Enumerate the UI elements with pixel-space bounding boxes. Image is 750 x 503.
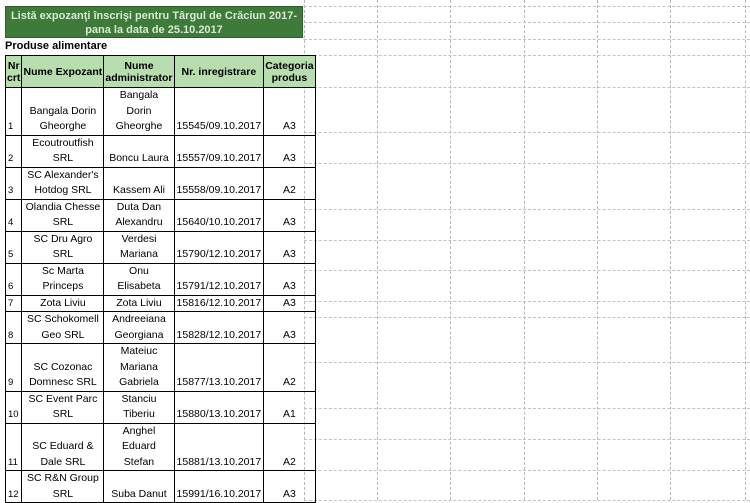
cell-expozant[interactable]: SC Dru Agro SRL bbox=[22, 231, 104, 263]
grid-row-line bbox=[304, 132, 750, 133]
title-line-2: pana la data de 25.10.2017 bbox=[85, 24, 223, 36]
cell-inregistrare[interactable]: 15816/12.10.2017 bbox=[174, 295, 264, 312]
cell-nr[interactable]: 5 bbox=[6, 231, 22, 263]
grid-row-line bbox=[304, 439, 750, 440]
grid-column-line bbox=[597, 0, 598, 500]
table-header-row bbox=[6, 56, 316, 88]
header-nr[interactable]: Nr crt bbox=[6, 56, 22, 88]
cell-nr[interactable]: 1 bbox=[6, 88, 22, 136]
table-row bbox=[6, 471, 316, 503]
grid-row-line bbox=[304, 163, 750, 164]
cell-expozant[interactable]: SC Eduard & Dale SRL bbox=[22, 423, 104, 471]
grid-row-line bbox=[304, 240, 750, 241]
cell-categoria[interactable]: A3 bbox=[264, 199, 315, 231]
cell-inregistrare[interactable]: 15881/13.10.2017 bbox=[174, 423, 264, 471]
title-line-1: Listă expozanţi înscrişi pentru Târgul de Crăciun 2017- bbox=[10, 10, 298, 22]
cell-expozant[interactable]: Olandia Chesse SRL bbox=[22, 199, 104, 231]
cell-inregistrare[interactable]: 15558/09.10.2017 bbox=[174, 167, 264, 199]
cell-administrator[interactable]: Duta Dan Alexandru bbox=[104, 199, 174, 231]
grid-row-line bbox=[304, 22, 750, 23]
cell-expozant[interactable]: Bangala Dorin Gheorghe bbox=[22, 88, 104, 136]
section-label[interactable]: Produse alimentare bbox=[5, 40, 108, 52]
cell-nr[interactable]: 2 bbox=[6, 135, 22, 167]
grid-row-line bbox=[304, 55, 750, 56]
cell-nr[interactable]: 3 bbox=[6, 167, 22, 199]
table-row bbox=[6, 231, 316, 263]
cell-inregistrare[interactable]: 15880/13.10.2017 bbox=[174, 391, 264, 423]
table-row bbox=[6, 344, 316, 392]
cell-categoria[interactable]: A3 bbox=[264, 471, 315, 503]
cell-nr[interactable]: 8 bbox=[6, 312, 22, 344]
cell-categoria[interactable]: A3 bbox=[264, 88, 315, 136]
grid-row-line bbox=[304, 39, 750, 40]
grid-row-line bbox=[304, 408, 750, 409]
grid-column-line bbox=[377, 0, 378, 500]
cell-inregistrare[interactable]: 15790/12.10.2017 bbox=[174, 231, 264, 263]
cell-administrator[interactable]: Kassem Ali bbox=[104, 167, 174, 199]
cell-administrator[interactable]: Stanciu Tiberiu bbox=[104, 391, 174, 423]
cell-inregistrare[interactable]: 15791/12.10.2017 bbox=[174, 263, 264, 295]
cell-nr[interactable]: 10 bbox=[6, 391, 22, 423]
header-inregistrare[interactable]: Nr. inregistrare bbox=[174, 56, 264, 88]
cell-categoria[interactable]: A3 bbox=[264, 295, 315, 312]
grid-row-line bbox=[304, 87, 750, 88]
cell-categoria[interactable]: A3 bbox=[264, 231, 315, 263]
grid-row-line bbox=[304, 270, 750, 271]
header-categoria[interactable]: Categoria produs bbox=[264, 56, 315, 88]
cell-administrator[interactable]: Boncu Laura bbox=[104, 135, 174, 167]
table-row bbox=[6, 88, 316, 136]
cell-categoria[interactable]: A3 bbox=[264, 263, 315, 295]
cell-categoria[interactable]: A2 bbox=[264, 423, 315, 471]
cell-expozant[interactable]: Zota Liviu bbox=[22, 295, 104, 312]
cell-categoria[interactable]: A3 bbox=[264, 135, 315, 167]
grid-column-line bbox=[524, 0, 525, 500]
cell-nr[interactable]: 4 bbox=[6, 199, 22, 231]
grid-row-line bbox=[304, 500, 750, 501]
cell-expozant[interactable]: SC Alexander's Hotdog SRL bbox=[22, 167, 104, 199]
cell-nr[interactable]: 11 bbox=[6, 423, 22, 471]
cell-administrator[interactable]: Suba Danut bbox=[104, 471, 174, 503]
table-row bbox=[6, 423, 316, 471]
cell-administrator[interactable]: Anghel Eduard Stefan bbox=[104, 423, 174, 471]
grid-row-line bbox=[304, 470, 750, 471]
grid-row-line bbox=[304, 6, 750, 7]
grid-row-line bbox=[304, 317, 750, 318]
header-expozant[interactable]: Nume Expozant bbox=[22, 56, 104, 88]
cell-expozant[interactable]: Ecoutroutfish SRL bbox=[22, 135, 104, 167]
exhibitors-table bbox=[5, 55, 316, 503]
cell-administrator[interactable]: Verdesi Mariana bbox=[104, 231, 174, 263]
cell-inregistrare[interactable]: 15640/10.10.2017 bbox=[174, 199, 264, 231]
cell-nr[interactable]: 6 bbox=[6, 263, 22, 295]
cell-administrator[interactable]: Zota Liviu bbox=[104, 295, 174, 312]
grid-column-line bbox=[745, 0, 746, 500]
cell-expozant[interactable]: SC Schokomell Geo SRL bbox=[22, 312, 104, 344]
table-row bbox=[6, 135, 316, 167]
cell-categoria[interactable]: A2 bbox=[264, 167, 315, 199]
cell-inregistrare[interactable]: 15557/09.10.2017 bbox=[174, 135, 264, 167]
cell-categoria[interactable]: A3 bbox=[264, 312, 315, 344]
table-row bbox=[6, 263, 316, 295]
sheet-title[interactable] bbox=[5, 6, 303, 38]
cell-administrator[interactable]: Bangala Dorin Gheorghe bbox=[104, 88, 174, 136]
cell-categoria[interactable]: A1 bbox=[264, 391, 315, 423]
cell-nr[interactable]: 7 bbox=[6, 295, 22, 312]
grid-column-line bbox=[450, 0, 451, 500]
table-row bbox=[6, 391, 316, 423]
cell-nr[interactable]: 12 bbox=[6, 471, 22, 503]
grid-row-line bbox=[304, 301, 750, 302]
cell-administrator[interactable]: Andreeiana Georgiana bbox=[104, 312, 174, 344]
cell-inregistrare[interactable]: 15991/16.10.2017 bbox=[174, 471, 264, 503]
cell-administrator[interactable]: Mateiuc Mariana Gabriela bbox=[104, 344, 174, 392]
table-row bbox=[6, 295, 316, 312]
cell-inregistrare[interactable]: 15828/12.10.2017 bbox=[174, 312, 264, 344]
cell-categoria[interactable]: A2 bbox=[264, 344, 315, 392]
cell-expozant[interactable]: Sc Marta Princeps bbox=[22, 263, 104, 295]
cell-expozant[interactable]: SC R&N Group SRL bbox=[22, 471, 104, 503]
cell-inregistrare[interactable]: 15545/09.10.2017 bbox=[174, 88, 264, 136]
grid-row-line bbox=[304, 362, 750, 363]
header-administrator[interactable]: Nume administrator bbox=[104, 56, 174, 88]
cell-expozant[interactable]: SC Event Parc SRL bbox=[22, 391, 104, 423]
cell-expozant[interactable]: SC Cozonac Domnesc SRL bbox=[22, 344, 104, 392]
cell-inregistrare[interactable]: 15877/13.10.2017 bbox=[174, 344, 264, 392]
table-row bbox=[6, 167, 316, 199]
grid-column-line bbox=[670, 0, 671, 500]
table-row bbox=[6, 312, 316, 344]
table-row bbox=[6, 199, 316, 231]
grid-row-line bbox=[304, 209, 750, 210]
cell-administrator[interactable]: Onu Elisabeta bbox=[104, 263, 174, 295]
cell-nr[interactable]: 9 bbox=[6, 344, 22, 392]
